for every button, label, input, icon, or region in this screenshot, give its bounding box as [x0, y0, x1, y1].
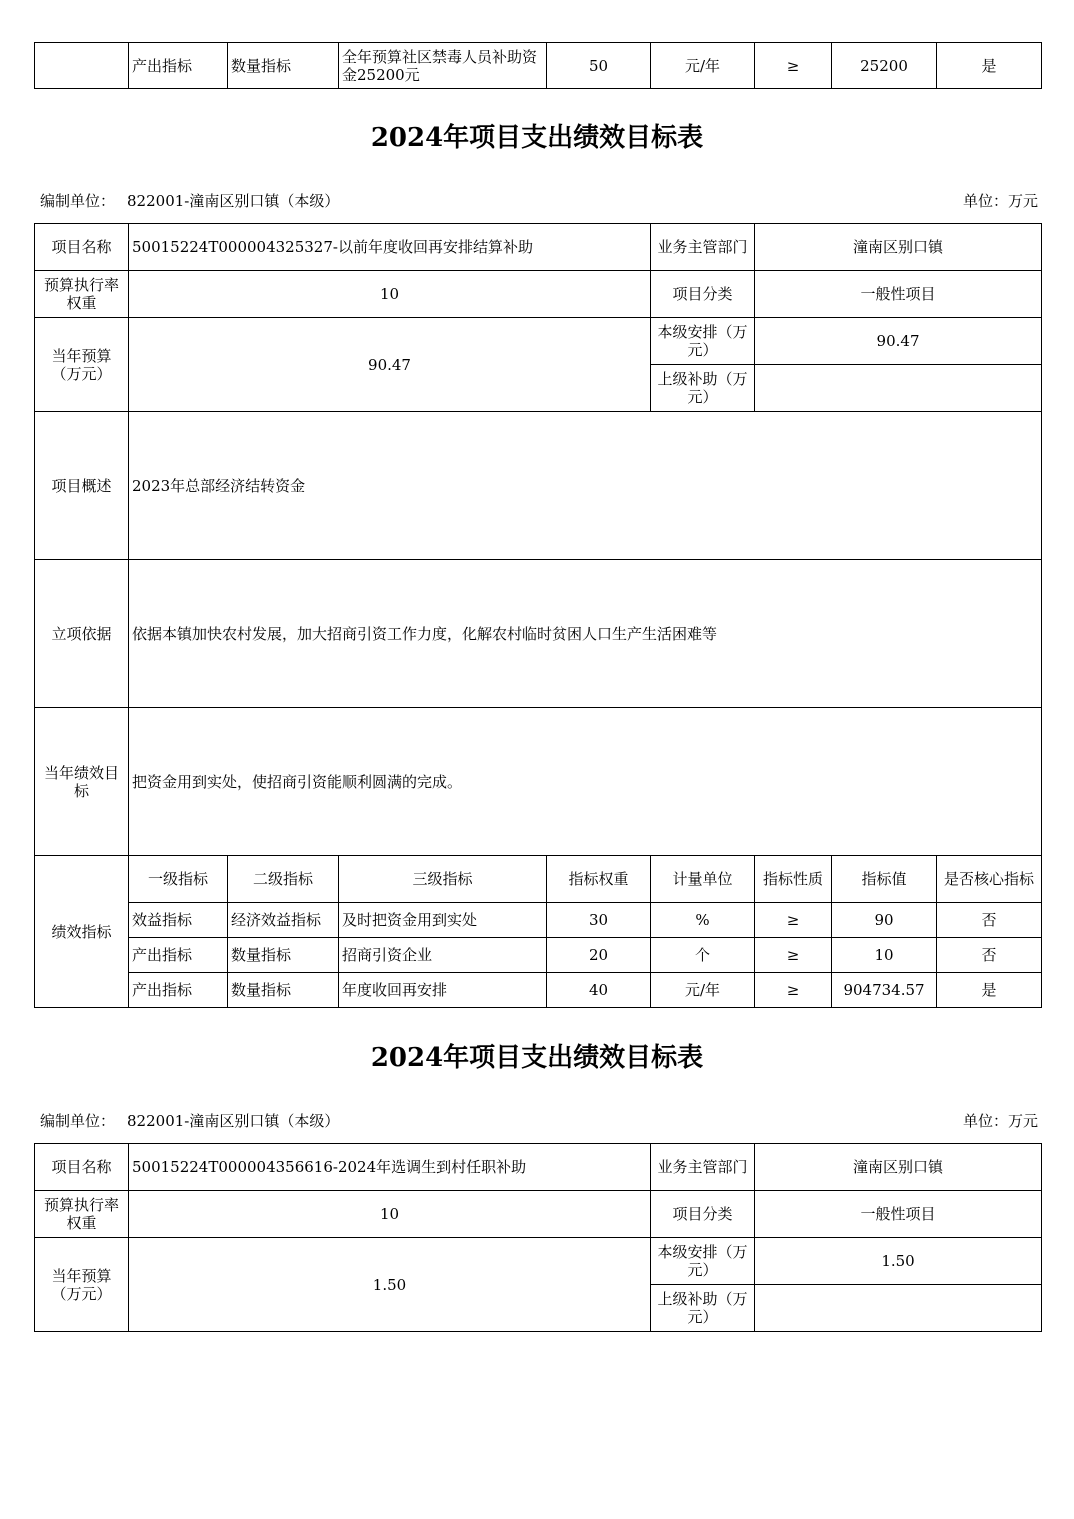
- local-budget-value: 1.50: [755, 1238, 1042, 1285]
- exec-weight-label: 预算执行率权重: [35, 271, 129, 318]
- nature-cell: ≥: [755, 938, 832, 973]
- budget-value: 1.50: [129, 1238, 651, 1332]
- form1-org-value: 822001-潼南区别口镇（本级）: [127, 192, 340, 210]
- goal-value: 把资金用到实处，使招商引资能顺利圆满的完成。: [129, 708, 1042, 856]
- value-cell: 90: [832, 903, 937, 938]
- level3-cell: 招商引资企业: [339, 938, 547, 973]
- header-nature: 指标性质: [755, 856, 832, 903]
- header-level2: 二级指标: [228, 856, 339, 903]
- header-level3: 三级指标: [339, 856, 547, 903]
- header-unit: 计量单位: [651, 856, 755, 903]
- indicator-blank-cell: [35, 43, 129, 89]
- level2-cell: 经济效益指标: [228, 903, 339, 938]
- level1-cell: 产出指标: [129, 938, 228, 973]
- goal-label: 当年绩效目标: [35, 708, 129, 856]
- indicators-label: 绩效指标: [35, 856, 129, 1008]
- form2-org-line: [40, 1110, 351, 1131]
- value-cell: 10: [832, 938, 937, 973]
- level1-cell: 效益指标: [129, 903, 228, 938]
- nature-cell: ≥: [755, 903, 832, 938]
- budget-label: 当年预算（万元）: [35, 318, 129, 412]
- weight-cell: 40: [547, 973, 651, 1008]
- category-value: 一般性项目: [755, 271, 1042, 318]
- category-label: 项目分类: [651, 1191, 755, 1238]
- header-level1: 一级指标: [129, 856, 228, 903]
- category-label: 项目分类: [651, 271, 755, 318]
- category-value: 一般性项目: [755, 1191, 1042, 1238]
- form2-org-value: 822001-潼南区别口镇（本级）: [127, 1112, 340, 1130]
- header-core: 是否核心指标: [937, 856, 1042, 903]
- form2-title: 2024年项目支出绩效目标表: [370, 1043, 704, 1073]
- budget-value: 90.47: [129, 318, 651, 412]
- value-cell: 904734.57: [832, 973, 937, 1008]
- form1-org-line: [40, 190, 351, 211]
- level3-cell: 及时把资金用到实处: [339, 903, 547, 938]
- project-name-value: 50015224T000004356616-2024年选调生到村任职补助: [129, 1144, 651, 1191]
- project-name-label: 项目名称: [35, 224, 129, 271]
- level1-cell: 产出指标: [129, 973, 228, 1008]
- level2-cell: 数量指标: [228, 973, 339, 1008]
- unit-cell: 个: [651, 938, 755, 973]
- weight-cell: 50: [547, 43, 651, 89]
- header-value: 指标值: [832, 856, 937, 903]
- nature-cell: ≥: [755, 973, 832, 1008]
- overview-label: 项目概述: [35, 412, 129, 560]
- local-budget-label: 本级安排（万元）: [651, 318, 755, 365]
- header-weight: 指标权重: [547, 856, 651, 903]
- budget-label: 当年预算（万元）: [35, 1238, 129, 1332]
- local-budget-label: 本级安排（万元）: [651, 1238, 755, 1285]
- nature-cell: ≥: [755, 43, 832, 89]
- table-row: [35, 973, 1042, 1008]
- weight-cell: 20: [547, 938, 651, 973]
- dept-label: 业务主管部门: [651, 224, 755, 271]
- form2-table: [34, 1143, 1042, 1332]
- upper-budget-label: 上级补助（万元）: [651, 365, 755, 412]
- upper-budget-value: [755, 1285, 1042, 1332]
- weight-cell: 30: [547, 903, 651, 938]
- form1-title: 2024年项目支出绩效目标表: [370, 123, 704, 153]
- top-continuation-table: [34, 42, 1042, 89]
- form1-org-label: 编制单位：: [40, 192, 116, 210]
- exec-weight-value: 10: [129, 271, 651, 318]
- table-row: [35, 903, 1042, 938]
- core-cell: 是: [937, 43, 1042, 89]
- form1-unit: 单位：万元: [962, 192, 1038, 210]
- upper-budget-label: 上级补助（万元）: [651, 1285, 755, 1332]
- indicator-header-row: [35, 856, 1042, 903]
- form1-table: [34, 223, 1042, 1008]
- value-cell: 25200: [832, 43, 937, 89]
- local-budget-value: 90.47: [755, 318, 1042, 365]
- level2-cell: 数量指标: [228, 43, 339, 89]
- level1-cell: 产出指标: [129, 43, 228, 89]
- form2-unit: 单位：万元: [962, 1112, 1038, 1130]
- project-name-label: 项目名称: [35, 1144, 129, 1191]
- overview-value: 2023年总部经济结转资金: [129, 412, 1042, 560]
- exec-weight-value: 10: [129, 1191, 651, 1238]
- core-cell: 否: [937, 938, 1042, 973]
- table-row: [35, 938, 1042, 973]
- unit-cell: %: [651, 903, 755, 938]
- top-indicator-row: [35, 43, 1042, 89]
- core-cell: 是: [937, 973, 1042, 1008]
- level3-cell: 全年预算社区禁毒人员补助资金25200元: [339, 43, 547, 89]
- level2-cell: 数量指标: [228, 938, 339, 973]
- core-cell: 否: [937, 903, 1042, 938]
- level3-cell: 年度收回再安排: [339, 973, 547, 1008]
- dept-value: 潼南区别口镇: [755, 224, 1042, 271]
- unit-cell: 元/年: [651, 973, 755, 1008]
- project-name-value: 50015224T000004325327-以前年度收回再安排结算补助: [129, 224, 651, 271]
- form2-org-label: 编制单位：: [40, 1112, 116, 1130]
- dept-value: 潼南区别口镇: [755, 1144, 1042, 1191]
- basis-label: 立项依据: [35, 560, 129, 708]
- exec-weight-label: 预算执行率权重: [35, 1191, 129, 1238]
- dept-label: 业务主管部门: [651, 1144, 755, 1191]
- unit-cell: 元/年: [651, 43, 755, 89]
- basis-value: 依据本镇加快农村发展，加大招商引资工作力度，化解农村临时贫困人口生产生活困难等: [129, 560, 1042, 708]
- upper-budget-value: [755, 365, 1042, 412]
